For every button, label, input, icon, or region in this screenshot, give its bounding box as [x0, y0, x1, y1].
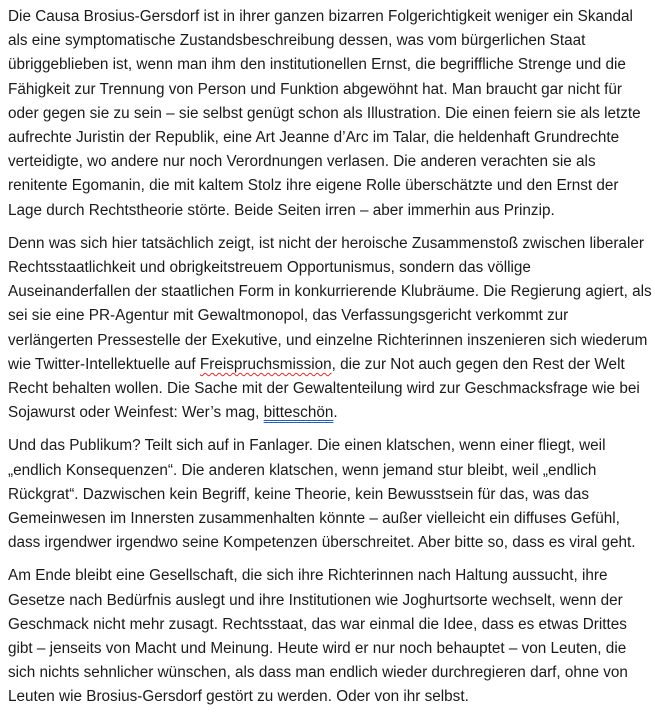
document-body[interactable]: [8, 5, 652, 719]
paragraph-2-text-middle: , die zur Not auch gegen den Rest der Welt Recht behalten wollen. Die Sache mit der Gewaltenteilung wird zur Geschmacksfrage wie bei Sojawurst oder Weinfest: Wer’s mag,: [8, 355, 640, 422]
paragraph-4: Am Ende bleibt eine Gesellschaft, die sich ihre Richterinnen nach Haltung aussucht, ihre Gesetze nach Bedürfnis auslegt und ihre Institutionen wie Joghurtsorte wechselt, wenn der Geschmack nicht mehr zusagt. Rechtsstaat, das war einmal die Idee, dass es etwas Drittes gibt – jenseits von Macht und Meinung. Heute wird er nur noch behauptet – von Leuten, die sich nichts sehnlicher wünschen, als dass man endlich wieder durchregieren darf, ohne von Leuten wie Brosius-Gersdorf gestört zu werden. Oder von ihr selbst.: [8, 567, 628, 706]
paragraph-2-text-before: Denn was sich hier tatsächlich zeigt, ist nicht der heroische Zusammenstoß zwischen liberaler Rechtsstaatlichkeit und obrigkeitstreuem Opportunismus, sondern das völlige Auseinanderfallen der staatlichen Form in konkurrierende Klubräume. Die Regierung agiert, als sei sie eine PR-Agentur mit Gewaltmonopol, das Verfassungsgericht verkommt zur verlängerten Pressestelle der Exekutive, und einzelne Richterinnen inszenieren sich wiederum wie Twitter-Intellektuelle auf: [8, 234, 652, 373]
paragraph-3: Und das Publikum? Teilt sich auf in Fanlager. Die einen klatschen, wenn einer fliegt, weil „endlich Konsequenzen“. Die anderen klatschen, wenn jemand stur bleibt, weil „endlich Rückgrat“. Dazwischen kein Begriff, keine Theorie, kein Bewusstsein für das, was das Gemeinwesen im Innersten zusammenhalten könnte – außer vielleicht ein diffuses Gefühl, dass irgendwer irgendwo seine Kompetenzen überschreitet. Aber bitte so, dass es viral geht.: [8, 437, 636, 552]
paragraph-2: [8, 232, 652, 426]
spellcheck-flagged-word[interactable]: Freispruchsmission: [199, 355, 332, 373]
paragraph-2-text-after: .: [333, 404, 338, 422]
grammar-flagged-word[interactable]: bitteschön: [263, 404, 334, 422]
paragraph-1: Die Causa Brosius-Gersdorf ist in ihrer ganzen bizarren Folgerichtigkeit weniger ein Skandal als eine symptomatische Zustandsbeschreibung dessen, was vom bürgerlichen Staat übriggeblieben ist, wenn man ihm den institutionellen Ernst, die begriffliche Strenge und die Fähigkeit zur Trennung von Person und Funktion abgewöhnt hat. Man braucht gar nicht für oder gegen sie zu sein – sie selbst genügt schon als Illustration. Die einen feiern sie als letzte aufrechte Juristin der Republik, eine Art Jeanne d’Arc im Talar, die heldenhaft Grundrechte verteidigte, wo andere nur noch Verordnungen verlasen. Die anderen verachten sie als renitente Egomanin, die mit kaltem Stolz ihre eigene Rolle überschätzte und den Ernst der Lage durch Rechtstheorie störte. Beide Seiten irren – aber immerhin aus Prinzip.: [8, 8, 641, 219]
